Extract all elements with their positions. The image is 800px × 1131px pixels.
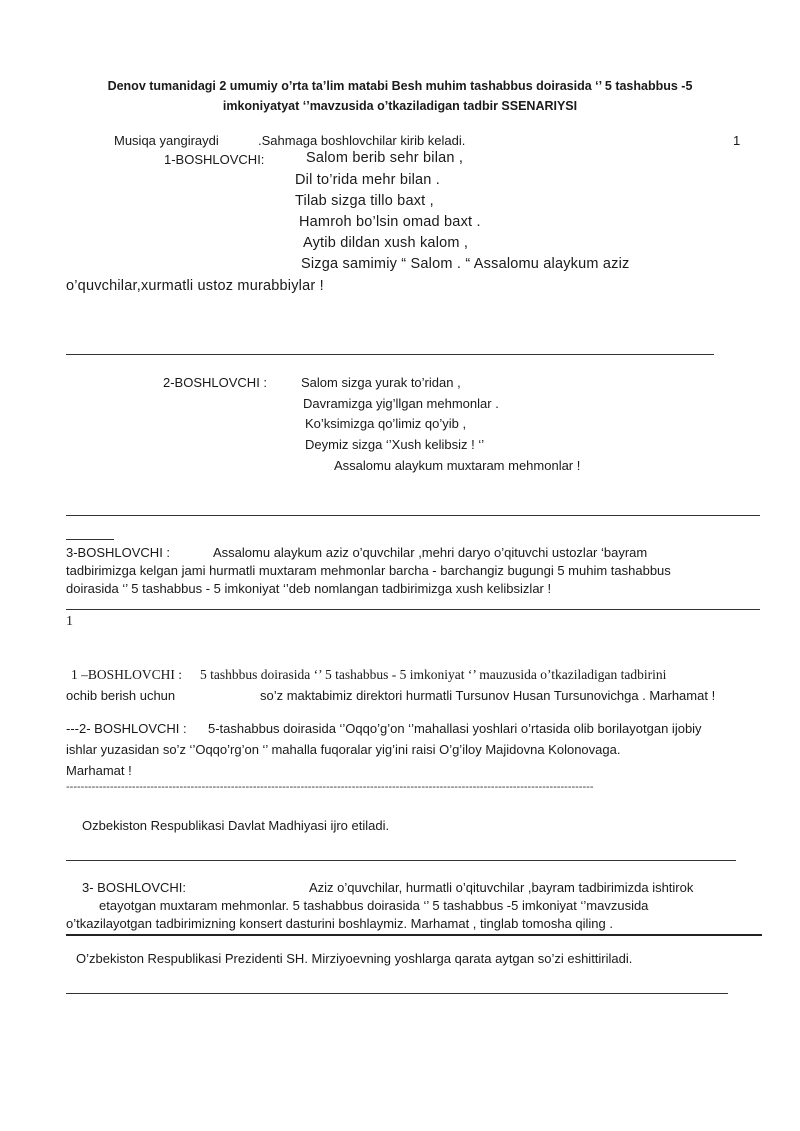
host1-director-text: 5 tashbbus doirasida ‘’ 5 tashabbus - 5 imkoniyat ‘’ mauzusida o’tkaziladigan tadbirini	[200, 667, 667, 682]
host1-poem-line: Aytib dildan xush kalom ,	[303, 235, 469, 251]
host2-poem-line: Salom sizga yurak to’ridan ,	[301, 375, 461, 390]
host2-mahalla-label: ---2- BOSHLOVCHI :	[66, 721, 187, 736]
host1-poem-line: Dil to’rida mehr bilan .	[295, 172, 441, 188]
host1-director-text: ochib berish uchun	[66, 688, 176, 703]
host1-director-text: so’z maktabimiz direktori hurmatli Tursunov Husan Tursunovichga . Marhamat !	[260, 688, 716, 703]
separator-line	[66, 609, 760, 610]
separator-line	[66, 354, 714, 355]
host2-label: 2-BOSHLOVCHI :	[163, 375, 268, 390]
separator-line	[66, 993, 728, 994]
host2-poem-line: Ko’ksimizga qo’limiz qo’yib ,	[305, 416, 467, 431]
host2-mahalla-text: 5-tashabbus doirasida ‘’Oqqo’g’on ‘’mahallasi yoshlari o’rtasida olib borilayotgan ijobiy	[208, 721, 702, 736]
dashed-separator: ------------------------------------------------------------------------------------------------------------------------------------------------	[66, 781, 594, 793]
host2-poem-line: Assalomu alaykum muxtaram mehmonlar !	[334, 458, 581, 473]
host3-concert-text: o’tkazilayotgan tadbirimizning konsert dasturini boshlaymiz. Marhamat , tinglab tomosha qiling .	[66, 916, 613, 931]
separator-line	[66, 860, 736, 861]
host3-text-line: tadbirimizga kelgan jami hurmatli muxtaram mehmonlar barcha - barchangiz bugungi 5 muhim tashabbus	[66, 563, 671, 578]
intro-stage-direction: .Sahmaga boshlovchilar kirib keladi.	[258, 133, 466, 148]
intro-music: Musiqa yangiraydi	[114, 133, 219, 148]
page-number: 1	[66, 614, 73, 629]
separator-short-line	[66, 539, 114, 540]
separator-thick-line	[66, 934, 762, 936]
host1-poem-line: Tilab sizga tillo baxt ,	[295, 193, 434, 209]
host3-concert-text: etayotgan muxtaram mehmonlar. 5 tashabbus doirasida ‘’ 5 tashabbus -5 imkoniyat ‘’mavzusida	[99, 898, 649, 913]
host3-concert-text: Aziz o’quvchilar, hurmatli o’qituvchilar ,bayram tadbirimizda ishtirok	[309, 880, 694, 895]
host3-text-line: doirasida ‘’ 5 tashabbus - 5 imkoniyat ‘’deb nomlangan tadbirimizga xush kelibsizlar !	[66, 581, 552, 596]
host2-mahalla-text: ishlar yuzasidan so’z ‘’Oqqo’rg’on ‘’ mahalla fuqoralar yig’ini raisi O’g’iloy Majidovna Kolonovaga.	[66, 742, 621, 757]
host2-mahalla-text: Marhamat !	[66, 763, 132, 778]
host1-poem-last-line: o’quvchilar,xurmatli ustoz murabbiylar !	[66, 278, 324, 294]
document-title-line-1: Denov tumanidagi 2 umumiy o’rta ta’lim matabi Besh muhim tashabbus doirasida ‘’ 5 tashabbus -5	[107, 79, 693, 93]
host2-poem-line: Davramizga yig’llgan mehmonlar .	[303, 396, 499, 411]
host1-label: 1-BOSHLOVCHI:	[164, 152, 265, 167]
host1-poem-line: Salom berib sehr bilan ,	[306, 150, 464, 166]
host1-director-label: 1 –BOSHLOVCHI :	[71, 667, 183, 682]
host3-concert-label: 3- BOSHLOVCHI:	[82, 880, 187, 895]
separator-line	[66, 515, 760, 516]
page-number: 1	[733, 133, 741, 148]
host3-label: 3-BOSHLOVCHI :	[66, 545, 171, 560]
host1-poem-line: Hamroh bo’lsin omad baxt .	[299, 214, 481, 230]
host3-text-line: Assalomu alaykum aziz o’quvchilar ,mehri daryo o’qituvchi ustozlar ‘bayram	[213, 545, 648, 560]
document-title-line-2: imkoniyatyat ‘’mavzusida o’tkaziladigan tadbir SSENARIYSI	[222, 99, 578, 113]
president-speech-note: O’zbekiston Respublikasi Prezidenti SH. Mirziyoevning yoshlarga qarata aytgan so’zi eshittiriladi.	[76, 951, 633, 966]
anthem-note: Ozbekiston Respublikasi Davlat Madhiyasi ijro etiladi.	[82, 818, 390, 833]
host1-poem-line: Sizga samimiy “ Salom . “ Assalomu alaykum aziz	[301, 256, 630, 272]
host2-poem-line: Deymiz sizga ‘’Xush kelibsiz ! ‘’	[305, 437, 485, 452]
